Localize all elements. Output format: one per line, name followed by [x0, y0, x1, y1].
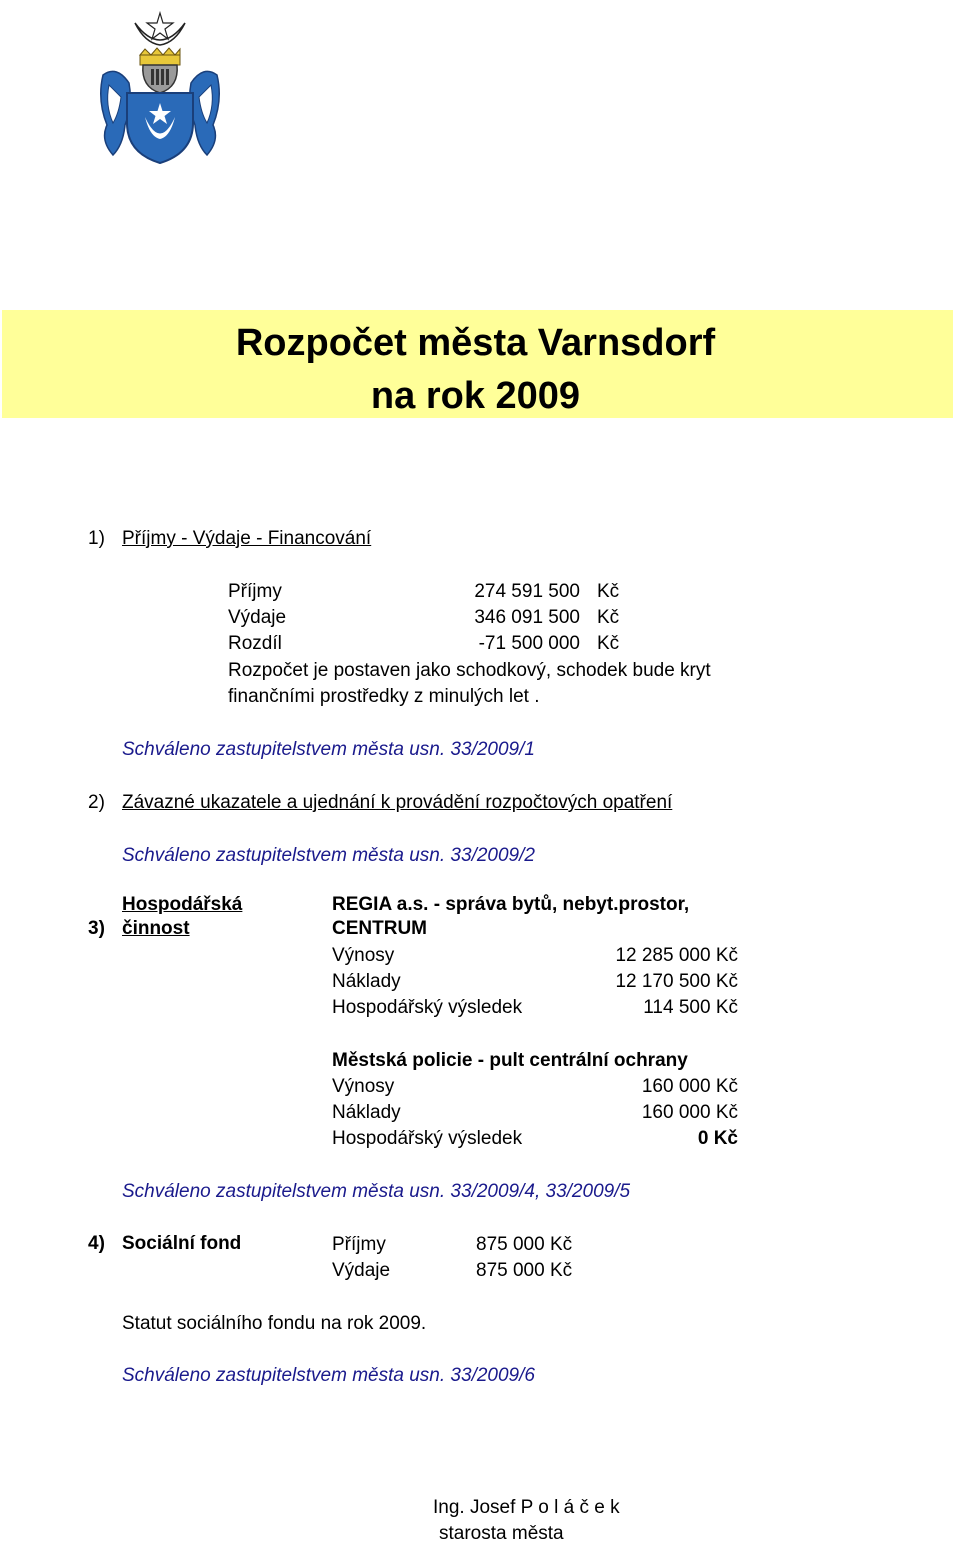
police-revenue-label: Výnosy: [332, 1076, 395, 1097]
social-fund-income-label: Příjmy: [332, 1234, 386, 1255]
document-title: Rozpočet města Varnsdorf: [235, 322, 716, 364]
police-costs-value: 160 000 Kč: [641, 1102, 738, 1123]
regia-result-label: Hospodářský výsledek: [332, 997, 523, 1018]
social-fund-expenses-value: 875 000 Kč: [476, 1260, 573, 1281]
police-result-label: Hospodářský výsledek: [332, 1128, 523, 1149]
signature-name: Ing. Josef P o l á č e k: [433, 1497, 620, 1518]
social-fund-income-value: 875 000 Kč: [476, 1234, 573, 1255]
social-fund-statute: Statut sociálního fondu na rok 2009.: [122, 1313, 427, 1334]
regia-revenue-label: Výnosy: [332, 945, 395, 966]
difference-unit: Kč: [597, 633, 620, 654]
section-4-approved: Schváleno zastupitelstvem města usn. 33/2009/6: [122, 1365, 535, 1386]
police-costs-label: Náklady: [332, 1102, 401, 1123]
regia-revenue-value: 12 285 000 Kč: [615, 945, 738, 966]
section-1-heading: Příjmy - Výdaje - Financování: [122, 528, 372, 549]
section-2-heading: Závazné ukazatele a ujednání k provádění rozpočtových opatření: [122, 792, 673, 813]
regia-title-line-2: CENTRUM: [332, 918, 427, 939]
document-subtitle: na rok 2009: [370, 375, 581, 417]
section-3-heading-line-2: činnost: [122, 918, 190, 939]
section-4-heading: Sociální fond: [122, 1233, 242, 1254]
income-value: 274 591 500: [474, 581, 580, 602]
section-1-number: 1): [88, 528, 105, 549]
section-3-approved: Schváleno zastupitelstvem města usn. 33/2009/4, 33/2009/5: [122, 1181, 631, 1202]
social-fund-expenses-label: Výdaje: [332, 1260, 391, 1281]
section-3-number: 3): [88, 918, 105, 939]
regia-costs-value: 12 170 500 Kč: [615, 971, 738, 992]
section-2-approved: Schváleno zastupitelstvem města usn. 33/2009/2: [122, 845, 535, 866]
signature-role: starosta města: [439, 1523, 564, 1544]
budget-note-line-2: finančními prostředky z minulých let .: [228, 686, 540, 707]
expenses-unit: Kč: [597, 607, 620, 628]
regia-title-line-1: REGIA a.s. - správa bytů, nebyt.prostor,: [332, 894, 690, 915]
crest-emblem-icon: [95, 5, 225, 165]
section-4-number: 4): [88, 1233, 105, 1254]
expenses-label: Výdaje: [228, 607, 287, 628]
regia-result-value: 114 500 Kč: [643, 997, 738, 1018]
section-1-approved: Schváleno zastupitelstvem města usn. 33/2009/1: [122, 739, 535, 760]
budget-note-line-1: Rozpočet je postaven jako schodkový, schodek bude kryt: [228, 660, 711, 681]
difference-value: -71 500 000: [478, 633, 580, 654]
section-3-heading-line-1: Hospodářská: [122, 894, 243, 915]
income-label: Příjmy: [228, 581, 282, 602]
police-title: Městská policie - pult centrální ochrany: [332, 1050, 688, 1071]
police-revenue-value: 160 000 Kč: [641, 1076, 738, 1097]
section-2-number: 2): [88, 792, 105, 813]
police-result-value: 0 Kč: [697, 1128, 738, 1149]
expenses-value: 346 091 500: [474, 607, 580, 628]
income-unit: Kč: [597, 581, 620, 602]
difference-label: Rozdíl: [228, 633, 282, 654]
regia-costs-label: Náklady: [332, 971, 401, 992]
